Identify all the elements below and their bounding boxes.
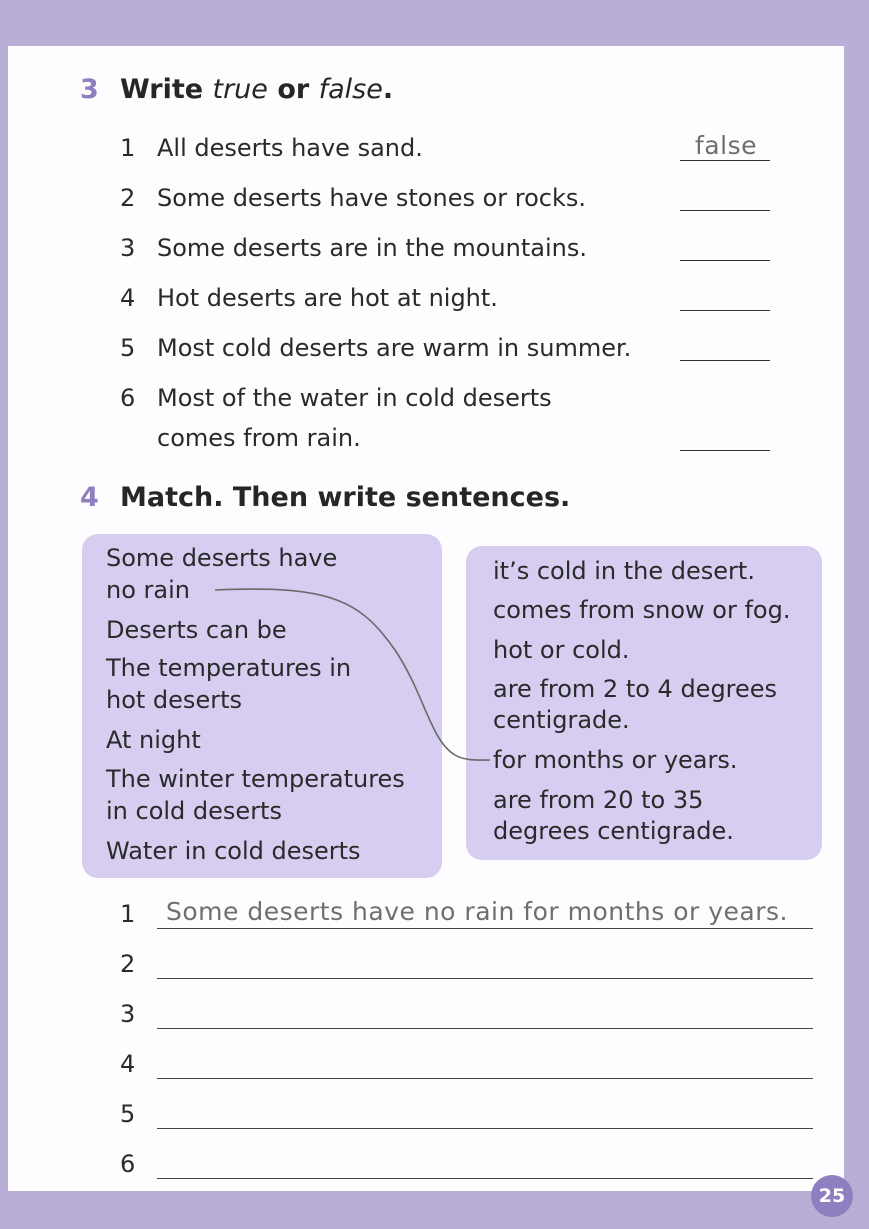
- sentence-1-number: 1: [120, 900, 136, 928]
- item-5-text: Most cold deserts are warm in summer.: [157, 334, 632, 362]
- exercise-4-title: Match. Then write sentences.: [120, 482, 571, 513]
- item-5-number: 5: [120, 334, 136, 362]
- sentence-1-answer: Some deserts have no rain for months or years.: [166, 897, 788, 926]
- sentence-5-number: 5: [120, 1100, 136, 1128]
- sentence-3-number: 3: [120, 1000, 136, 1028]
- sentence-6-line[interactable]: [157, 1178, 813, 1179]
- item-4-number: 4: [120, 284, 136, 312]
- left-item-5-line1: The winter temperatures: [106, 765, 405, 793]
- left-item-2: Deserts can be: [106, 616, 287, 644]
- exercise-4-number: 4: [80, 482, 99, 513]
- item-3-text: Some deserts are in the mountains.: [157, 234, 587, 262]
- item-1-answer: false: [695, 131, 757, 160]
- right-item-4-line1: are from 2 to 4 degrees: [493, 675, 778, 703]
- left-item-1-line1: Some deserts have: [106, 544, 338, 572]
- left-item-4: At night: [106, 726, 201, 754]
- left-item-3-line1: The temperatures in: [106, 654, 352, 682]
- left-item-1-line2: no rain: [106, 576, 190, 604]
- exercise-3-title: Write true or false.: [120, 74, 394, 105]
- item-6-number: 6: [120, 384, 136, 412]
- right-item-6-line2: degrees centigrade.: [493, 817, 734, 845]
- right-item-2: comes from snow or fog.: [493, 596, 791, 624]
- item-6-text-line1: Most of the water in cold deserts: [157, 384, 552, 412]
- sentence-6-number: 6: [120, 1150, 136, 1178]
- left-item-6: Water in cold deserts: [106, 837, 361, 865]
- right-item-3: hot or cold.: [493, 636, 630, 664]
- sentence-5-line[interactable]: [157, 1128, 813, 1129]
- sentence-4-line[interactable]: [157, 1078, 813, 1079]
- sentence-1-line[interactable]: [157, 928, 813, 929]
- right-item-1: it’s cold in the desert.: [493, 557, 755, 585]
- item-1-text: All deserts have sand.: [157, 134, 423, 162]
- sentence-2-number: 2: [120, 950, 136, 978]
- sentence-4-number: 4: [120, 1050, 136, 1078]
- item-3-number: 3: [120, 234, 136, 262]
- sentence-2-line[interactable]: [157, 978, 813, 979]
- item-2-number: 2: [120, 184, 136, 212]
- page-number: 25: [811, 1175, 853, 1217]
- item-1-number: 1: [120, 134, 136, 162]
- item-2-text: Some deserts have stones or rocks.: [157, 184, 587, 212]
- right-item-4-line2: centigrade.: [493, 706, 630, 734]
- sentence-3-line[interactable]: [157, 1028, 813, 1029]
- exercise-3-number: 3: [80, 74, 99, 105]
- item-6-text-line2: comes from rain.: [157, 424, 361, 452]
- left-item-5-line2: in cold deserts: [106, 797, 282, 825]
- right-item-5: for months or years.: [493, 746, 738, 774]
- left-item-3-line2: hot deserts: [106, 686, 242, 714]
- right-item-6-line1: are from 20 to 35: [493, 786, 704, 814]
- item-4-text: Hot deserts are hot at night.: [157, 284, 498, 312]
